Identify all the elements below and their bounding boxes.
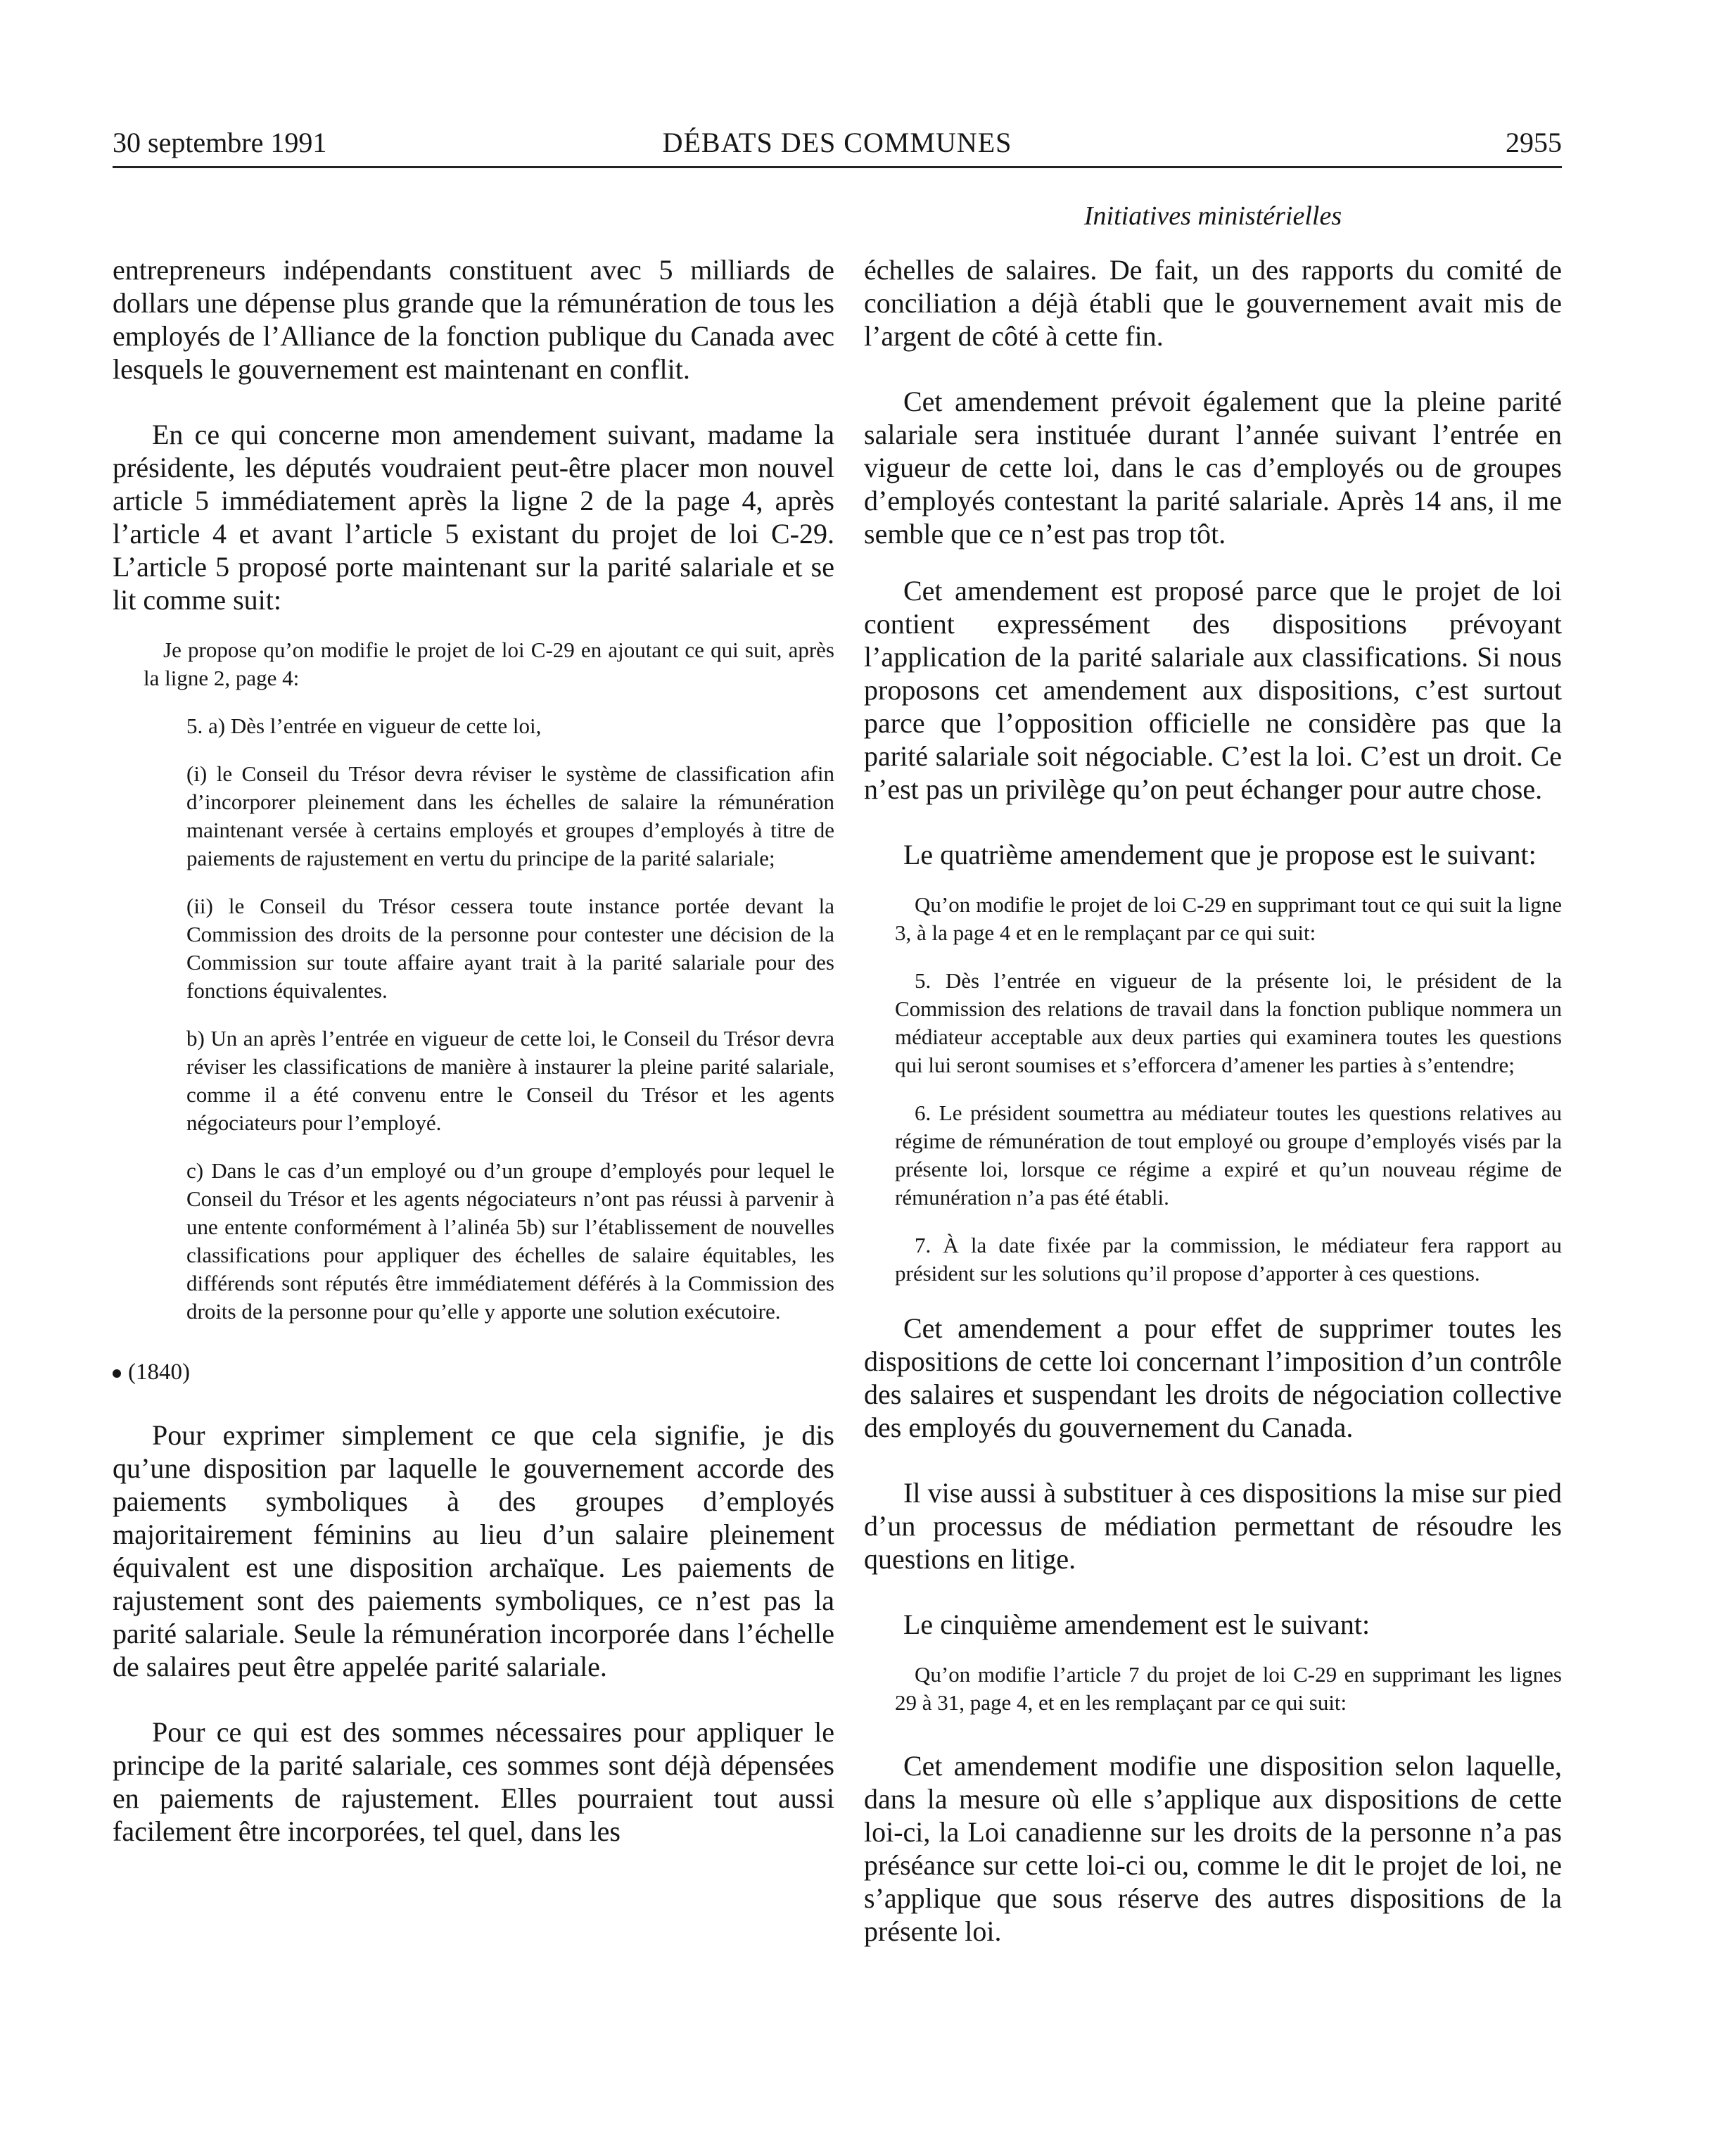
quoted-clause: 5. a) Dès l’entrée en vigueur de cette loi,: [186, 714, 542, 738]
quoted-clause: (i) le Conseil du Trésor devra réviser le système de classification afin d’incorporer pleinement dans les échelles de salaire la rémunération maintenant versée à certains employés et groupes d’employés à titre de paiements de rajustement en vertu du principe de la parité salariale;: [186, 761, 834, 870]
paragraph: Pour exprimer simplement ce que cela signifie, je dis qu’une disposition par laquelle le gouvernement accorde des paiements symboliques à des groupes d’employés majoritairement féminins au lieu d’un salaire pleinement équivalent est une disposition archaïque. Les paiements de rajustement sont des paiements symboliques, ce n’est pas la parité salariale. Seule la rémunération incorporée dans l’échelle de salaires peut être appelée parité salariale.: [113, 1419, 834, 1682]
header-date: 30 septembre 1991: [113, 127, 327, 158]
paragraph: Il vise aussi à substituer à ces dispositions la mise sur pied d’un processus de médiation permettant de résoudre les questions en litige.: [864, 1477, 1562, 1575]
paragraph: Le cinquième amendement est le suivant:: [903, 1609, 1370, 1640]
paragraph: Cet amendement modifie une disposition selon laquelle, dans la mesure où elle s’applique aux dispositions de cette loi-ci, la Loi canadienne sur les droits de la personne n’a pas préséance sur cette loi-ci ou, comme le dit le projet de loi, ne s’applique que sous réserve des autres dispositions de la présente loi.: [864, 1750, 1562, 1947]
quoted-motion: Je propose qu’on modifie le projet de loi C-29 en ajoutant ce qui suit, après la ligne 2, page 4:: [144, 638, 834, 690]
paragraph: Cet amendement prévoit également que la pleine parité salariale sera instituée durant l’année suivant l’entrée en vigueur de cette loi, dans le cas d’employés ou de groupes d’employés contestant la parité salariale. Après 14 ans, il me semble que ce n’est pas trop tôt.: [864, 386, 1562, 550]
quoted-clause: c) Dans le cas d’un employé ou d’un groupe d’employés pour lequel le Conseil du Trésor et les agents négociateurs n’ont pas réussi à parvenir à une entente conformément à l’alinéa 5b) sur l’établissement de nouvelles classifications pour appliquer des échelles de salaire équitables, les différends sont réputés être immédiatement déférés à la Commission des droits de la personne pour qu’elle y apporte une solution exécutoire.: [186, 1158, 834, 1324]
paragraph: Le quatrième amendement que je propose est le suivant:: [903, 839, 1537, 870]
header-title: DÉBATS DES COMMUNES: [662, 127, 1012, 158]
section-rubric: Initiatives ministérielles: [1083, 201, 1342, 231]
paragraph: Pour ce qui est des sommes nécessaires pour appliquer le principe de la parité salariale, ces sommes sont déjà dépensées en paiements de rajustement. Elles pourraient tout aussi facilement être incorporées, tel quel, dans les: [113, 1716, 834, 1847]
bullet-icon: [113, 1369, 121, 1378]
paragraph: Cet amendement est proposé parce que le projet de loi contient expressément des dispositions prévoyant l’application de la parité salariale aux classifications. Si nous proposons cet amendement aux dispositions, c’est surtout parce que l’opposition officielle ne considère pas que la parité salariale soit négociable. C’est la loi. C’est un droit. Ce n’est pas un privilège qu’on peut échanger pour autre chose.: [864, 575, 1562, 805]
quoted-clause: 7. À la date fixée par la commission, le médiateur fera rapport au président sur les solutions qu’il propose d’apporter à ces questions.: [895, 1233, 1562, 1286]
quoted-clause: 6. Le président soumettra au médiateur toutes les questions relatives au régime de rémunération de tout employé ou groupe d’employés visés par la présente loi, lorsque ce régime a expiré et qu’un nouveau régime de rémunération n’a pas été établi.: [895, 1101, 1562, 1210]
header-rule: [113, 166, 1562, 168]
paragraph: Cet amendement a pour effet de supprimer toutes les dispositions de cette loi concernant l’imposition d’un contrôle des salaires et suspendant les droits de négociation collective des employés du gouvernement du Canada.: [864, 1312, 1563, 1443]
timestamp: [113, 1358, 834, 1386]
paragraph: entrepreneurs indépendants constituent avec 5 milliards de dollars une dépense plus grande que la rémunération de tous les employés de l’Alliance de la fonction publique du Canada avec lesquels le gouvernement est maintenant en conflit.: [113, 254, 834, 385]
paragraph: En ce qui concerne mon amendement suivant, madame la présidente, les députés voudraient peut-être placer mon nouvel article 5 immédiatement après la ligne 2 de la page 4, après l’article 4 et avant l’article 5 existant du projet de loi C-29. L’article 5 proposé porte maintenant sur la parité salariale et se lit comme suit:: [113, 419, 834, 616]
quoted-clause: (ii) le Conseil du Trésor cessera toute instance portée devant la Commission des droits de la personne pour contester une décision de la Commission sur toute affaire ayant trait à la parité salariale pour des fonctions équivalentes.: [186, 894, 834, 1003]
page-number: 2955: [1506, 127, 1562, 158]
paragraph: échelles de salaires. De fait, un des rapports du comité de conciliation a déjà établi que le gouvernement avait mis de l’argent de côté à cette fin.: [864, 254, 1562, 352]
quoted-motion: Qu’on modifie le projet de loi C-29 en supprimant tout ce qui suit la ligne 3, à la page 4 et en le remplaçant par ce qui suit:: [895, 892, 1562, 945]
left-column: [113, 253, 834, 1848]
running-header: [113, 127, 1562, 163]
quoted-clause: b) Un an après l’entrée en vigueur de cette loi, le Conseil du Trésor devra réviser les classifications de manière à instaurer la pleine parité salariale, comme il a été convenu entre le Conseil du Trésor et les agents négociateurs pour l’employé.: [186, 1026, 834, 1135]
right-column: [864, 253, 1562, 1948]
timestamp-text: (1840): [128, 1359, 190, 1385]
quoted-motion: Qu’on modifie l’article 7 du projet de loi C-29 en supprimant les lignes 29 à 31, page 4, et en les remplaçant par ce qui suit:: [895, 1662, 1562, 1715]
quoted-clause: 5. Dès l’entrée en vigueur de la présente loi, le président de la Commission des relations de travail dans la fonction publique nommera un médiateur acceptable aux deux parties qui examinera toutes les questions qui lui seront soumises et s’efforcera d’amener les parties à s’entendre;: [895, 968, 1562, 1077]
